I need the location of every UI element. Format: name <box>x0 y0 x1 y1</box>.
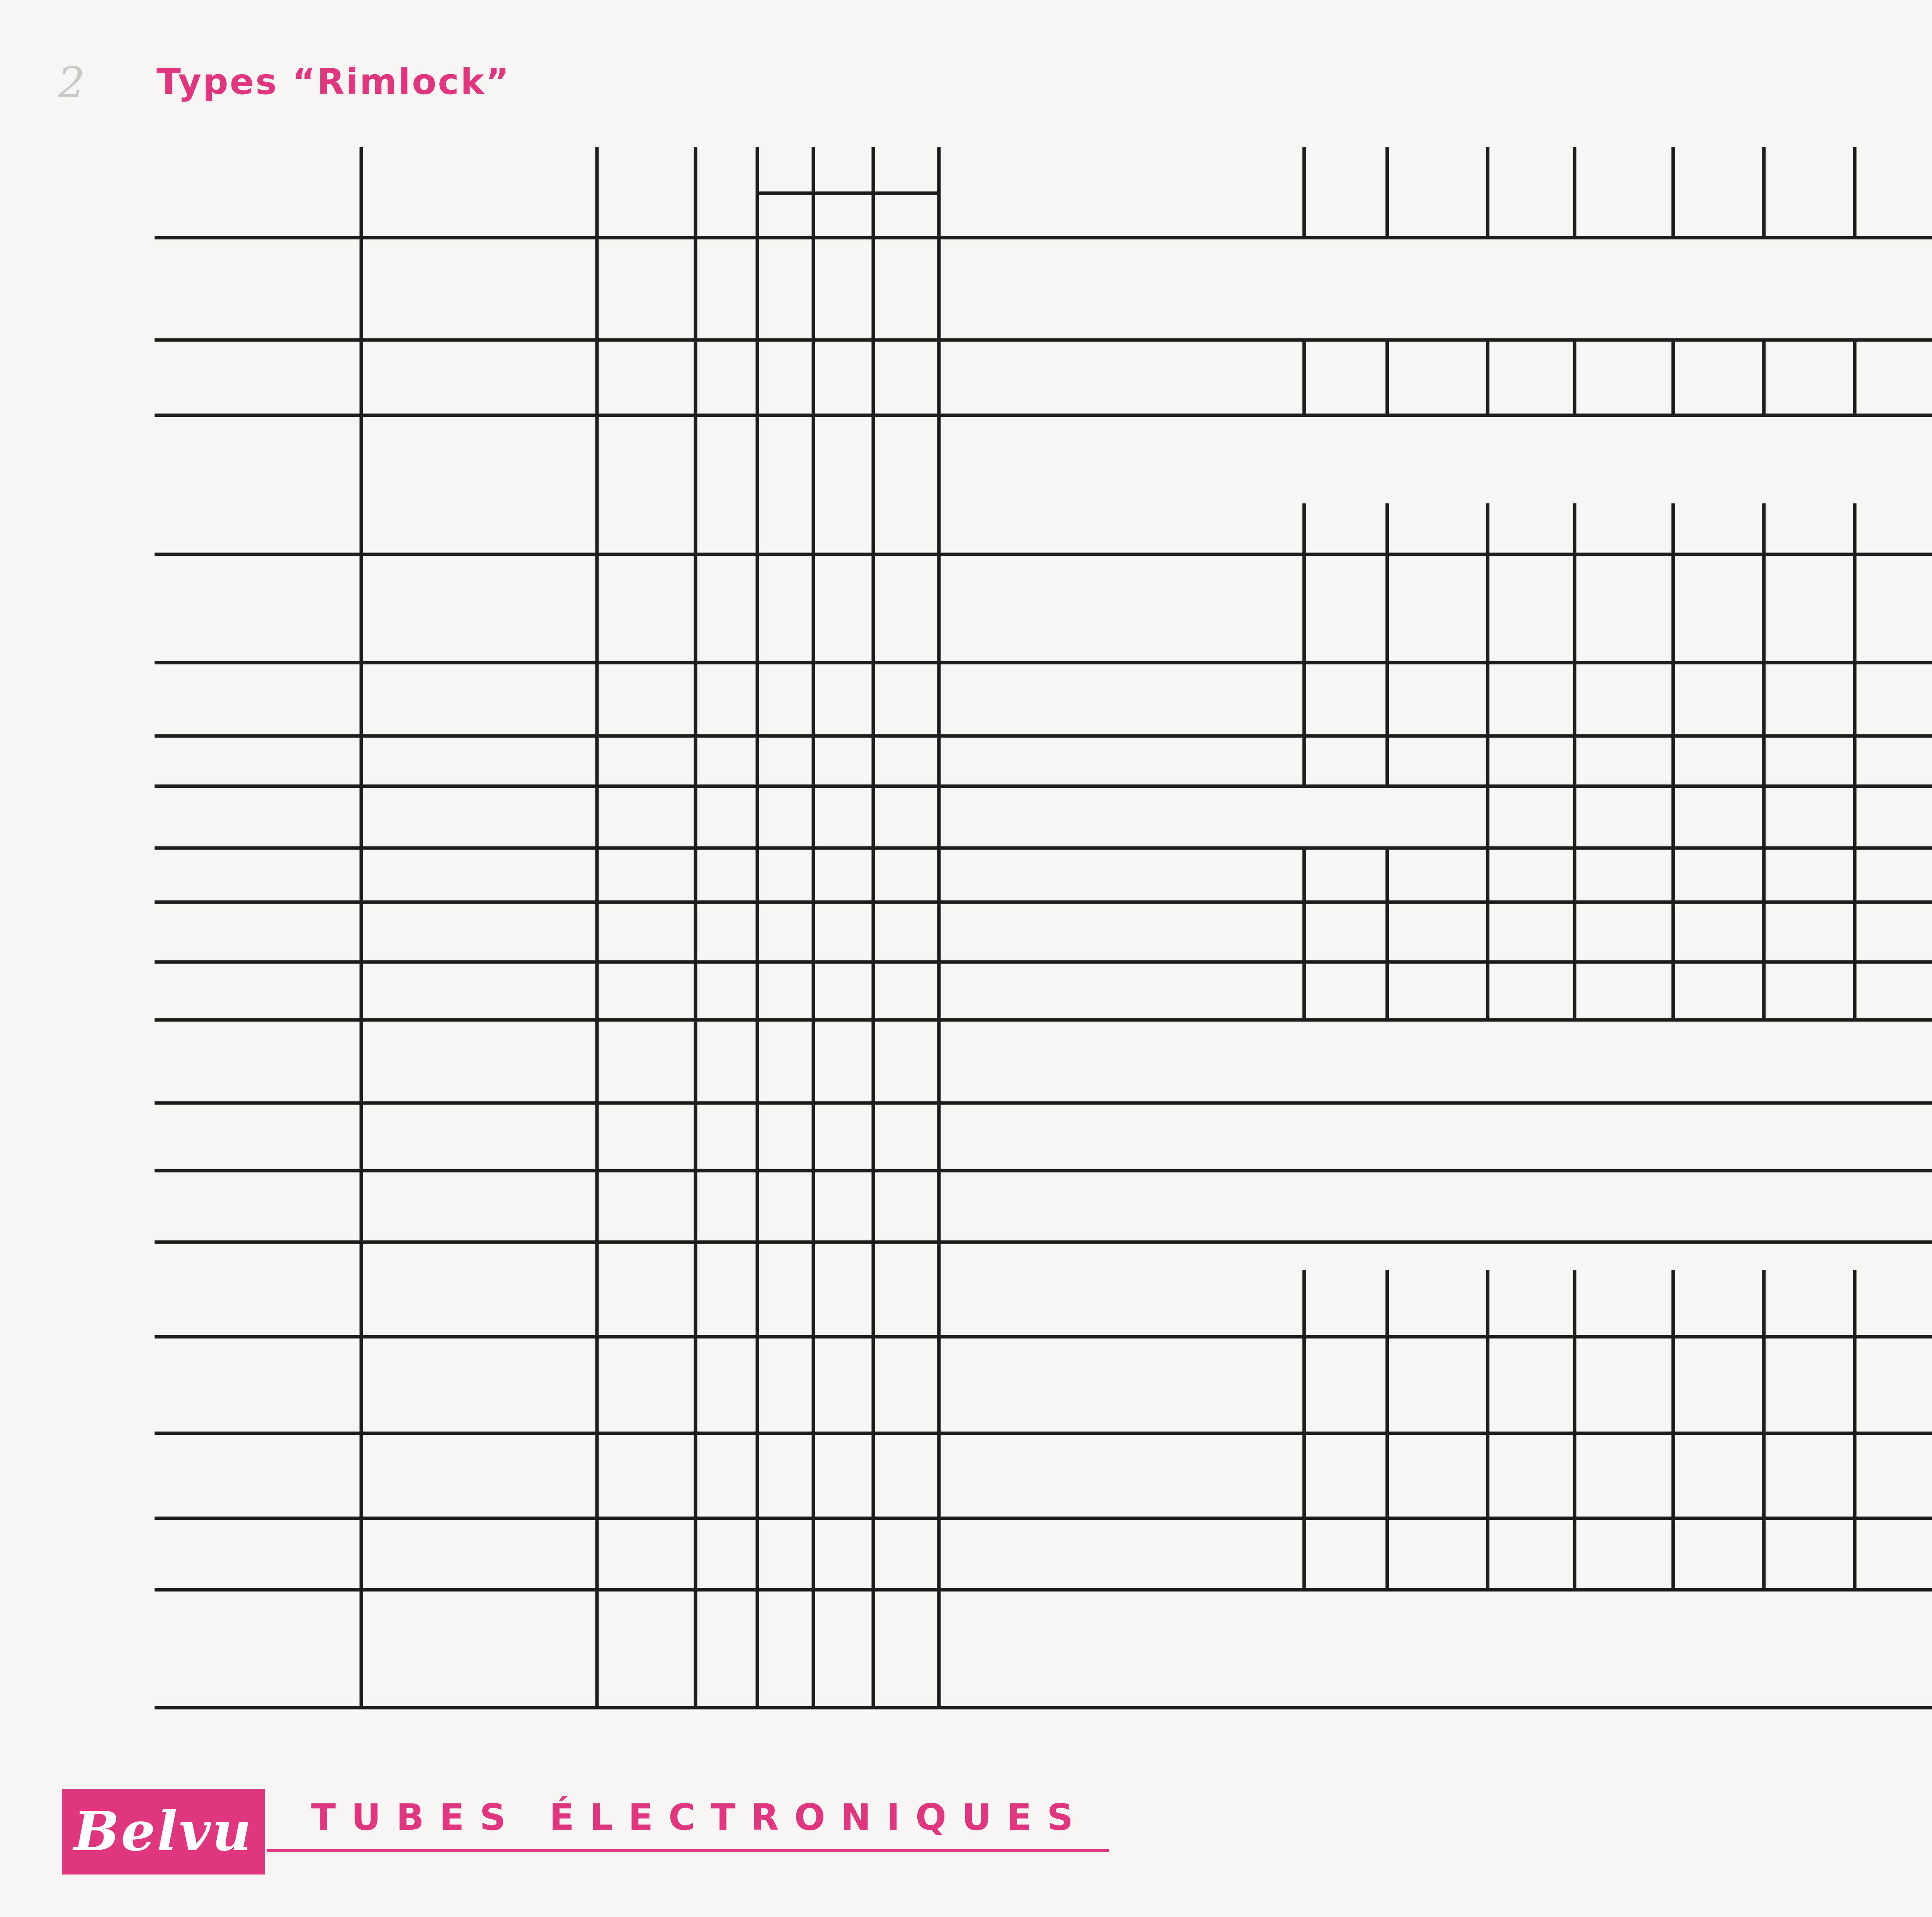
row-type-ef-41 <box>155 786 361 848</box>
row-note <box>1198 1103 1932 1171</box>
row-designation <box>361 415 597 554</box>
row-ie <box>1488 736 1575 786</box>
row-a <box>873 1337 939 1433</box>
row-a <box>873 415 939 554</box>
row-s <box>1673 786 1764 848</box>
row-note-column <box>1209 1590 1557 1708</box>
row-coeff <box>1764 736 1855 786</box>
row-mode <box>757 554 813 663</box>
row-coeff <box>1764 554 1855 663</box>
row-vg1 <box>1575 902 1673 962</box>
footer-rule <box>267 1849 1109 1852</box>
row-type-uch-42 <box>155 1337 361 1433</box>
row-mode <box>757 238 813 340</box>
row-designation <box>361 340 597 415</box>
row-designation <box>361 1590 597 1708</box>
row-type-uy-41 <box>155 1590 361 1708</box>
row-ve <box>1387 340 1488 415</box>
row-v <box>813 1337 873 1433</box>
row-s <box>1673 1270 1764 1337</box>
row-va <box>1198 902 1304 962</box>
row-ve <box>1387 663 1488 736</box>
row-vg1 <box>1575 663 1673 736</box>
row-note <box>1198 1020 1932 1103</box>
row-coeff <box>1764 340 1855 415</box>
row-mode <box>757 1171 813 1242</box>
row-utilisation <box>939 902 1198 962</box>
row-type-uaf-42 <box>155 1171 361 1242</box>
row-s <box>1673 962 1764 1020</box>
row-p <box>1855 663 1932 736</box>
header-ie <box>1488 147 1575 238</box>
row-a <box>873 238 939 340</box>
row-v <box>813 1242 873 1337</box>
row-ve <box>1387 962 1488 1020</box>
row-a <box>873 1171 939 1242</box>
row-dimensions <box>597 340 696 415</box>
row-ve <box>1387 1433 1488 1518</box>
row-ie <box>1488 902 1575 962</box>
row-v <box>813 554 873 663</box>
row-vg1 <box>1575 340 1673 415</box>
row-s <box>1673 1433 1764 1518</box>
row-note <box>1198 1242 1932 1270</box>
row-a <box>873 902 939 962</box>
row-v <box>813 1020 873 1103</box>
row-type-gz-41 <box>155 1103 361 1171</box>
row-coeff <box>1764 663 1855 736</box>
row-p <box>1855 503 1932 554</box>
row-fig <box>696 663 757 736</box>
row-designation <box>361 848 597 902</box>
row-utilisation-top <box>939 1242 1198 1285</box>
row-designation <box>361 962 597 1020</box>
row-a <box>873 1433 939 1518</box>
row-vg1 <box>1575 554 1673 663</box>
row-vg1 <box>1575 962 1673 1020</box>
header-dimensions <box>597 147 696 238</box>
row-note <box>1198 415 1932 503</box>
row-dimensions <box>597 736 696 786</box>
row-mode <box>757 1103 813 1171</box>
row-ve <box>1387 503 1488 554</box>
row-a <box>873 1518 939 1590</box>
row-ve <box>1387 1518 1488 1590</box>
row-note-column <box>1758 238 1905 340</box>
row-p <box>1855 1270 1932 1337</box>
row-s <box>1673 1337 1764 1433</box>
row-mode <box>757 962 813 1020</box>
row-va <box>1198 736 1304 786</box>
row-va <box>1198 663 1304 736</box>
row-type-az-41 <box>155 238 361 340</box>
row-va <box>1198 962 1304 1020</box>
row-v <box>813 340 873 415</box>
row-a <box>873 1590 939 1708</box>
row-mode <box>757 1020 813 1103</box>
row-ia <box>1304 503 1387 554</box>
row-mode <box>757 1590 813 1708</box>
row-fig <box>696 1103 757 1171</box>
row-ie <box>1488 663 1575 736</box>
row-dimensions <box>597 238 696 340</box>
row-designation <box>361 736 597 786</box>
header-a <box>873 193 939 238</box>
row-type-eaf-42 <box>155 340 361 415</box>
row-mode <box>757 848 813 902</box>
row-dimensions <box>597 415 696 554</box>
row-va <box>1198 503 1304 554</box>
row-designation <box>361 554 597 663</box>
row-utilisation <box>939 1337 1198 1433</box>
row-mode <box>757 786 813 848</box>
row-dimensions <box>597 962 696 1020</box>
row-a <box>873 962 939 1020</box>
row-fig <box>696 902 757 962</box>
header-b <box>696 147 757 193</box>
row-utilisation <box>939 736 1198 786</box>
row-coeff <box>1764 503 1855 554</box>
row-coeff <box>1764 962 1855 1020</box>
row-p <box>1855 736 1932 786</box>
row-type-ech-42 <box>155 663 361 736</box>
header-p <box>1855 147 1932 238</box>
row-fig <box>696 1433 757 1518</box>
row-fig <box>696 1171 757 1242</box>
row-mode <box>757 415 813 554</box>
row-utilisation-bottom <box>939 499 1198 554</box>
row-fig <box>696 340 757 415</box>
row-ve <box>1387 902 1488 962</box>
row-mode <box>757 663 813 736</box>
row-coeff <box>1764 902 1855 962</box>
row-utilisation <box>939 848 1198 902</box>
header-ia <box>1304 147 1387 238</box>
row-a <box>873 340 939 415</box>
row-dimensions <box>597 902 696 962</box>
row-a <box>873 786 939 848</box>
row-ve <box>1387 554 1488 663</box>
row-a <box>873 1103 939 1171</box>
row-va <box>1198 848 1304 902</box>
row-mode <box>757 340 813 415</box>
row-utilisation <box>939 786 1198 848</box>
row-designation <box>361 786 597 848</box>
header-va <box>1198 147 1304 238</box>
row-coeff <box>1764 1433 1855 1518</box>
header-chauffage <box>757 147 939 193</box>
row-v <box>813 962 873 1020</box>
row-ia <box>1304 848 1387 902</box>
row-p <box>1855 902 1932 962</box>
page-number: 2 <box>58 58 85 107</box>
row-s <box>1673 1518 1764 1590</box>
row-coeff <box>1764 1518 1855 1590</box>
row-ie <box>1488 1433 1575 1518</box>
row-ia-ve <box>1304 786 1488 848</box>
header-coeff <box>1764 147 1855 238</box>
row-ia <box>1304 962 1387 1020</box>
row-designation <box>361 1518 597 1590</box>
row-vg1 <box>1575 1433 1673 1518</box>
row-type-uf-41 <box>155 1433 361 1518</box>
row-ie <box>1488 340 1575 415</box>
row-a <box>873 554 939 663</box>
row-dimensions <box>597 848 696 902</box>
header-designation <box>361 147 597 238</box>
row-v <box>813 902 873 962</box>
row-ve <box>1387 848 1488 902</box>
row-vg1 <box>1575 1518 1673 1590</box>
row-ia <box>1304 902 1387 962</box>
row-fig <box>696 1337 757 1433</box>
row-p <box>1855 1518 1932 1590</box>
row-type-ef-42 <box>155 848 361 902</box>
header-types <box>155 147 361 238</box>
header-v <box>813 193 873 238</box>
row-type-ez-40-a <box>155 1020 361 1103</box>
row-designation <box>361 1020 597 1103</box>
row-utilisation-top <box>939 415 1198 478</box>
row-p <box>1855 554 1932 663</box>
row-designation <box>361 1242 597 1337</box>
row-a <box>873 663 939 736</box>
row-vg1 <box>1575 786 1673 848</box>
row-dimensions <box>597 1590 696 1708</box>
row-ia <box>1304 340 1387 415</box>
row-p <box>1855 962 1932 1020</box>
row-coeff <box>1764 1270 1855 1337</box>
row-designation <box>361 1433 597 1518</box>
row-v <box>813 663 873 736</box>
row-ie <box>1488 1518 1575 1590</box>
row-ie <box>1488 1337 1575 1433</box>
belvu-logo-text: Belvu <box>73 1800 253 1863</box>
row-dimensions <box>597 1103 696 1171</box>
row-designation <box>361 1337 597 1433</box>
row-fig <box>696 1518 757 1590</box>
header-fig <box>696 193 757 238</box>
header-s <box>1673 147 1764 238</box>
row-a <box>873 736 939 786</box>
row-p <box>1855 786 1932 848</box>
header-utilisation <box>939 147 1198 238</box>
row-a <box>873 1242 939 1337</box>
row-s <box>1673 848 1764 902</box>
row-coeff <box>1764 786 1855 848</box>
row-ie <box>1488 962 1575 1020</box>
row-v <box>813 1103 873 1171</box>
row-ie <box>1488 786 1575 848</box>
row-utilisation <box>939 340 1198 415</box>
row-mode <box>757 1242 813 1337</box>
row-utilisation <box>939 1103 1198 1171</box>
row-v <box>813 1433 873 1518</box>
row-dimensions <box>597 1171 696 1242</box>
row-v <box>813 786 873 848</box>
row-a <box>873 1020 939 1103</box>
row-designation <box>361 1103 597 1171</box>
row-utilisation <box>939 554 1198 663</box>
row-dimensions <box>597 1242 696 1337</box>
row-va <box>1198 786 1304 848</box>
row-mode <box>757 1433 813 1518</box>
row-type-ebc-41 <box>155 415 361 554</box>
row-p <box>1855 848 1932 902</box>
page-title: Types “Rimlock” <box>156 61 511 102</box>
row-mode <box>757 1337 813 1433</box>
row-s <box>1673 736 1764 786</box>
row-designation <box>361 663 597 736</box>
row-vg1 <box>1575 1270 1673 1337</box>
row-va <box>1198 1270 1304 1337</box>
row-mode <box>757 1518 813 1590</box>
row-dimensions <box>597 786 696 848</box>
row-coeff <box>1764 1337 1855 1433</box>
row-mode <box>757 902 813 962</box>
row-vg1 <box>1575 503 1673 554</box>
row-utilisation <box>939 1590 1198 1708</box>
row-coeff <box>1764 848 1855 902</box>
row-utilisation <box>939 1433 1198 1518</box>
row-fig <box>696 736 757 786</box>
row-vg1 <box>1575 736 1673 786</box>
row-v <box>813 1171 873 1242</box>
row-designation <box>361 1171 597 1242</box>
row-vg1 <box>1575 848 1673 902</box>
row-s <box>1673 340 1764 415</box>
row-note-column <box>1727 1590 1874 1708</box>
row-va <box>1198 1518 1304 1590</box>
row-utilisation-bottom <box>939 1299 1198 1337</box>
row-v <box>813 415 873 554</box>
row-utilisation <box>939 663 1198 736</box>
row-type-ul-41 <box>155 1518 361 1590</box>
row-note-column <box>1913 1590 1932 1708</box>
row-v <box>813 238 873 340</box>
row-type-ubc-41 <box>155 1242 361 1337</box>
row-va <box>1198 340 1304 415</box>
row-utilisation <box>939 962 1198 1020</box>
row-p <box>1855 1337 1932 1433</box>
row-fig <box>696 554 757 663</box>
row-dimensions <box>597 1337 696 1433</box>
row-type-el-42 <box>155 962 361 1020</box>
row-va <box>1198 1337 1304 1433</box>
row-type-ef-40 <box>155 736 361 786</box>
row-ie <box>1488 848 1575 902</box>
row-ve <box>1387 736 1488 786</box>
row-ia <box>1304 736 1387 786</box>
row-type-ecc-40 <box>155 554 361 663</box>
row-ia <box>1304 554 1387 663</box>
row-ia <box>1304 663 1387 736</box>
header-vg1 <box>1575 147 1673 238</box>
header-mode <box>757 193 813 238</box>
row-ie <box>1488 503 1575 554</box>
row-dimensions <box>597 1020 696 1103</box>
row-designation <box>361 902 597 962</box>
row-ve <box>1387 1270 1488 1337</box>
row-ie <box>1488 554 1575 663</box>
row-dimensions <box>597 1433 696 1518</box>
row-utilisation <box>939 1020 1198 1103</box>
row-fig <box>696 848 757 902</box>
footer-label: TUBES ÉLECTRONIQUES <box>311 1796 1089 1839</box>
row-utilisation <box>939 1171 1198 1242</box>
row-fig <box>696 415 757 554</box>
row-va <box>1198 1433 1304 1518</box>
row-utilisation <box>939 238 1198 340</box>
row-ia <box>1304 1270 1387 1337</box>
row-v <box>813 848 873 902</box>
row-dimensions <box>597 663 696 736</box>
row-fig <box>696 1590 757 1708</box>
row-fig <box>696 1020 757 1103</box>
row-ve <box>1387 1337 1488 1433</box>
row-dimensions <box>597 554 696 663</box>
row-v <box>813 736 873 786</box>
row-fig <box>696 238 757 340</box>
row-ia <box>1304 1433 1387 1518</box>
row-fig <box>696 1242 757 1337</box>
header-ve <box>1387 147 1488 238</box>
row-va <box>1198 554 1304 663</box>
row-ia <box>1304 1518 1387 1590</box>
row-fig <box>696 962 757 1020</box>
row-ia <box>1304 1337 1387 1433</box>
row-s <box>1673 554 1764 663</box>
row-utilisation <box>939 1518 1198 1590</box>
row-designation <box>361 238 597 340</box>
row-a <box>873 848 939 902</box>
row-dimensions <box>597 1518 696 1590</box>
row-s <box>1673 663 1764 736</box>
row-fig <box>696 786 757 848</box>
row-mode <box>757 736 813 786</box>
row-v <box>813 1590 873 1708</box>
row-p <box>1855 340 1932 415</box>
row-note <box>1198 1171 1932 1242</box>
belvu-logo <box>62 1789 265 1875</box>
row-s <box>1673 503 1764 554</box>
row-type-el-41 <box>155 902 361 962</box>
row-vg1 <box>1575 1337 1673 1433</box>
row-v <box>813 1518 873 1590</box>
row-p <box>1855 1433 1932 1518</box>
row-ie <box>1488 1270 1575 1337</box>
row-s <box>1673 902 1764 962</box>
